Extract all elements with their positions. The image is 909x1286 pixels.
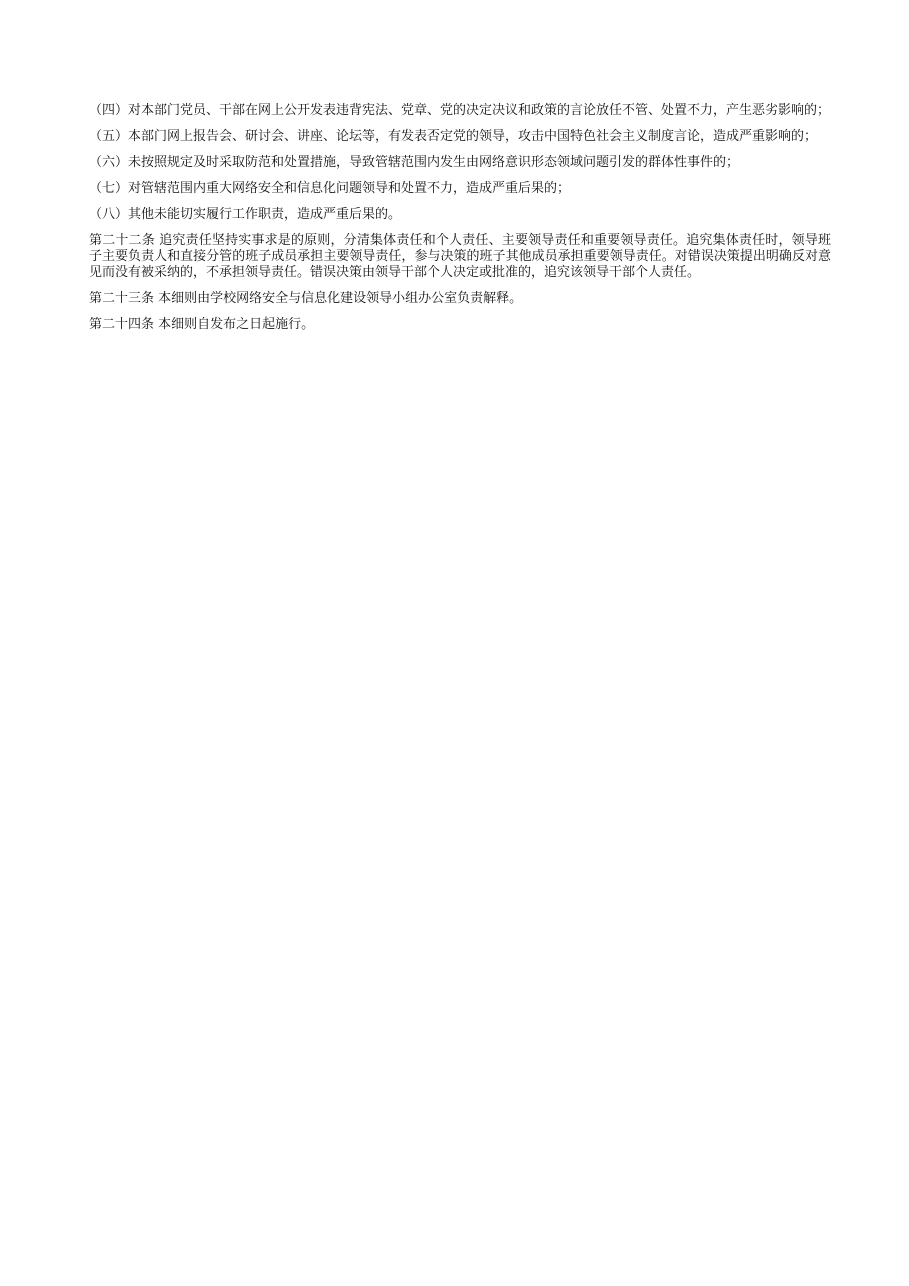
article-24: 第二十四条 本细则自发布之日起施行。 (89, 317, 315, 332)
clause-item-4: （四）对本部门党员、干部在网上公开发表违背宪法、党章、党的决定决议和政策的言论放任不管、处置不力，产生恶劣影响的； (89, 103, 831, 118)
article-22: 第二十二条 追究责任坚持实事求是的原则，分清集体责任和个人责任、主要领导责任和重要领导责任。追究集体责任时，领导班子主要负责人和直接分管的班子成员承担主要领导责任，参与决策的班子其他成员承担重要领导责任。对错误决策提出明确反对意见而没有被采纳的，不承担领导责任。错误决策由领导干部个人决定或批准的，追究该领导干部个人责任。 (89, 233, 831, 280)
clause-item-5: （五）本部门网上报告会、研讨会、讲座、论坛等，有发表否定党的领导，攻击中国特色社会主义制度言论，造成严重影响的； (89, 129, 818, 144)
clause-item-8: （八）其他未能切实履行工作职责，造成严重后果的。 (89, 207, 402, 222)
document-body (89, 103, 831, 343)
clause-item-7: （七）对管辖范围内重大网络安全和信息化问题领导和处置不力，造成严重后果的； (89, 181, 571, 196)
article-23: 第二十三条 本细则由学校网络安全与信息化建设领导小组办公室负责解释。 (89, 291, 523, 306)
clause-item-6: （六）未按照规定及时采取防范和处置措施，导致管辖范围内发生由网络意识形态领域问题引发的群体性事件的； (89, 155, 740, 170)
